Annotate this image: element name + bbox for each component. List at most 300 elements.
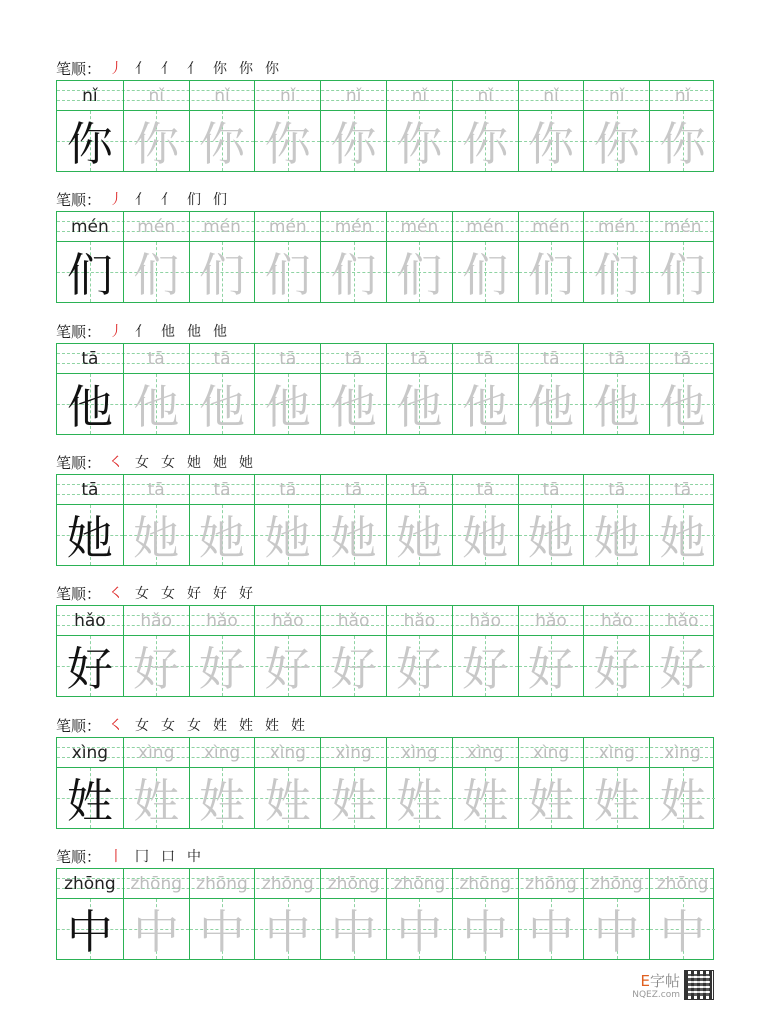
pinyin-text: mén bbox=[334, 217, 373, 237]
character-box bbox=[387, 374, 452, 434]
practice-cell[interactable] bbox=[386, 738, 452, 828]
practice-cell[interactable] bbox=[57, 869, 123, 959]
character-box bbox=[453, 242, 518, 302]
pinyin-text: tā bbox=[476, 349, 494, 369]
trace-character: 她 bbox=[330, 511, 377, 565]
practice-cell[interactable] bbox=[320, 81, 386, 171]
trace-character: 她 bbox=[659, 511, 706, 565]
trace-character: 姓 bbox=[330, 774, 377, 828]
stroke-step: ㇛ bbox=[109, 718, 124, 734]
pinyin-text: mén bbox=[203, 217, 241, 237]
stroke-step: 中 bbox=[187, 849, 202, 865]
character-box bbox=[519, 111, 584, 171]
stroke-step: 他 bbox=[187, 324, 202, 340]
character-box bbox=[387, 768, 452, 828]
practice-cell[interactable] bbox=[123, 738, 189, 828]
writing-grid bbox=[56, 737, 714, 829]
practice-cell[interactable] bbox=[254, 344, 320, 434]
writing-grid bbox=[56, 474, 714, 566]
brand-logo[interactable] bbox=[632, 974, 680, 1000]
trace-character: 他 bbox=[593, 380, 640, 434]
practice-cell[interactable] bbox=[386, 81, 452, 171]
character-box bbox=[453, 636, 518, 696]
practice-cell[interactable] bbox=[518, 81, 584, 171]
stroke-step: 冂 bbox=[135, 849, 150, 865]
writing-grid bbox=[56, 343, 714, 435]
stroke-order-line bbox=[56, 845, 207, 867]
pinyin-text: nǐ bbox=[345, 86, 362, 106]
model-character: 姓 bbox=[66, 774, 113, 828]
trace-character: 她 bbox=[198, 511, 245, 565]
practice-cell[interactable] bbox=[386, 869, 452, 959]
model-character: 们 bbox=[66, 248, 113, 302]
character-box bbox=[190, 111, 255, 171]
character-box bbox=[584, 899, 649, 959]
pinyin-text: zhōng bbox=[196, 874, 248, 894]
trace-character: 他 bbox=[133, 380, 180, 434]
pinyin-text: tā bbox=[213, 480, 231, 500]
character-box bbox=[584, 111, 649, 171]
pinyin-text: hǎo bbox=[469, 611, 501, 631]
practice-cell[interactable] bbox=[320, 606, 386, 696]
character-box bbox=[190, 636, 255, 696]
pinyin-text: zhōng bbox=[459, 874, 512, 894]
stroke-step: 她 bbox=[213, 455, 228, 471]
trace-character: 好 bbox=[396, 642, 443, 696]
pinyin-text: hǎo bbox=[535, 611, 567, 631]
character-box bbox=[321, 111, 386, 171]
practice-cell[interactable] bbox=[57, 212, 123, 302]
pinyin-text: zhōng bbox=[525, 874, 577, 894]
character-box bbox=[321, 636, 386, 696]
practice-cell[interactable] bbox=[386, 475, 452, 565]
writing-grid bbox=[56, 605, 714, 697]
trace-character: 你 bbox=[527, 117, 574, 171]
practice-cell[interactable] bbox=[320, 869, 386, 959]
stroke-step: 姓 bbox=[265, 718, 280, 734]
trace-character: 她 bbox=[462, 511, 509, 565]
practice-cell[interactable] bbox=[649, 606, 715, 696]
practice-cell[interactable] bbox=[254, 212, 320, 302]
stroke-step: 亻 bbox=[187, 61, 202, 77]
stroke-step: 亻 bbox=[135, 61, 150, 77]
pinyin-text: nǐ bbox=[82, 86, 98, 106]
practice-cell[interactable] bbox=[649, 869, 715, 959]
trace-character: 中 bbox=[659, 905, 706, 959]
character-box bbox=[321, 768, 386, 828]
pinyin-text: zhōng bbox=[130, 874, 183, 894]
stroke-step: 亻 bbox=[161, 192, 176, 208]
practice-cell[interactable] bbox=[583, 81, 649, 171]
practice-cell[interactable] bbox=[189, 738, 255, 828]
trace-character: 们 bbox=[462, 248, 509, 302]
stroke-step: 亻 bbox=[161, 61, 176, 77]
trace-character: 好 bbox=[198, 642, 245, 696]
character-box bbox=[519, 242, 584, 302]
character-box bbox=[255, 636, 320, 696]
practice-cell[interactable] bbox=[189, 81, 255, 171]
trace-character: 好 bbox=[133, 642, 180, 696]
character-box bbox=[584, 505, 649, 565]
trace-character: 她 bbox=[593, 511, 640, 565]
stroke-order-label: 笔顺： bbox=[56, 322, 102, 341]
character-box bbox=[650, 899, 715, 959]
stroke-order-label: 笔顺： bbox=[56, 716, 102, 735]
stroke-step: ㇛ bbox=[109, 586, 124, 602]
pinyin-text: tā bbox=[674, 349, 692, 369]
trace-character: 你 bbox=[462, 117, 509, 171]
trace-character: 中 bbox=[527, 905, 574, 959]
character-box bbox=[57, 374, 123, 434]
pinyin-text: nǐ bbox=[280, 86, 296, 106]
pinyin-text: tā bbox=[608, 349, 626, 369]
trace-character: 他 bbox=[198, 380, 245, 434]
practice-cell[interactable] bbox=[123, 606, 189, 696]
practice-cell[interactable] bbox=[452, 212, 518, 302]
stroke-steps bbox=[103, 58, 285, 78]
stroke-step: 亻 bbox=[135, 324, 150, 340]
practice-cell[interactable] bbox=[57, 475, 123, 565]
character-box bbox=[255, 899, 320, 959]
stroke-step: 丿 bbox=[109, 61, 124, 77]
pinyin-text: tā bbox=[147, 480, 165, 500]
pinyin-text: mén bbox=[400, 217, 439, 237]
stroke-order-line bbox=[56, 188, 233, 210]
stroke-step: 丿 bbox=[109, 324, 124, 340]
trace-character: 他 bbox=[330, 380, 377, 434]
practice-cell[interactable] bbox=[320, 344, 386, 434]
stroke-step: 丨 bbox=[109, 849, 124, 865]
stroke-step: 们 bbox=[187, 192, 202, 208]
pinyin-text: nǐ bbox=[214, 86, 230, 106]
pinyin-text: xìng bbox=[598, 743, 635, 763]
pinyin-text: zhōng bbox=[327, 874, 380, 894]
pinyin-text: hǎo bbox=[74, 611, 106, 631]
character-box bbox=[650, 636, 715, 696]
character-box bbox=[124, 505, 189, 565]
practice-cell[interactable] bbox=[452, 869, 518, 959]
writing-grid bbox=[56, 868, 714, 960]
practice-cell[interactable] bbox=[189, 606, 255, 696]
pinyin-text: tā bbox=[279, 349, 297, 369]
practice-cell[interactable] bbox=[518, 344, 584, 434]
model-character: 中 bbox=[66, 905, 113, 959]
pinyin-text: mén bbox=[268, 217, 307, 237]
trace-character: 好 bbox=[462, 642, 509, 696]
practice-cell[interactable] bbox=[57, 606, 123, 696]
character-box bbox=[387, 505, 452, 565]
stroke-steps bbox=[103, 189, 233, 209]
practice-cell[interactable] bbox=[452, 81, 518, 171]
character-box bbox=[453, 768, 518, 828]
pinyin-text: zhōng bbox=[261, 874, 314, 894]
trace-character: 他 bbox=[462, 380, 509, 434]
practice-cell[interactable] bbox=[123, 81, 189, 171]
stroke-steps bbox=[103, 715, 311, 735]
stroke-step: ㇛ bbox=[109, 455, 124, 471]
trace-character: 们 bbox=[396, 248, 443, 302]
stroke-step: 亻 bbox=[135, 192, 150, 208]
character-box bbox=[519, 636, 584, 696]
practice-cell[interactable] bbox=[189, 475, 255, 565]
trace-character: 们 bbox=[593, 248, 640, 302]
practice-cell[interactable] bbox=[189, 212, 255, 302]
brand-name: 字帖 bbox=[649, 972, 680, 990]
practice-cell[interactable] bbox=[386, 606, 452, 696]
pinyin-text: tā bbox=[345, 349, 363, 369]
pinyin-text: xìng bbox=[335, 743, 372, 763]
practice-cell[interactable] bbox=[452, 344, 518, 434]
practice-cell[interactable] bbox=[452, 475, 518, 565]
trace-character: 你 bbox=[198, 117, 245, 171]
trace-character: 姓 bbox=[133, 774, 180, 828]
practice-cell[interactable] bbox=[583, 344, 649, 434]
trace-character: 她 bbox=[264, 511, 311, 565]
practice-cell[interactable] bbox=[254, 869, 320, 959]
stroke-step: 女 bbox=[135, 586, 150, 602]
trace-character: 们 bbox=[527, 248, 574, 302]
pinyin-text: tā bbox=[410, 480, 428, 500]
character-box bbox=[453, 111, 518, 171]
character-box bbox=[124, 636, 189, 696]
trace-character: 们 bbox=[659, 248, 706, 302]
practice-cell[interactable] bbox=[123, 869, 189, 959]
trace-character: 她 bbox=[527, 511, 574, 565]
pinyin-text: zhōng bbox=[590, 874, 643, 894]
practice-cell[interactable] bbox=[518, 475, 584, 565]
character-box bbox=[650, 374, 715, 434]
brand-site: NQEZ.com bbox=[632, 990, 680, 1000]
stroke-step: 女 bbox=[161, 586, 176, 602]
stroke-step: 女 bbox=[161, 718, 176, 734]
character-box bbox=[584, 374, 649, 434]
pinyin-text: tā bbox=[81, 480, 99, 500]
practice-cell[interactable] bbox=[518, 738, 584, 828]
trace-character: 中 bbox=[593, 905, 640, 959]
trace-character: 姓 bbox=[462, 774, 509, 828]
trace-character: 他 bbox=[527, 380, 574, 434]
practice-cell[interactable] bbox=[649, 81, 715, 171]
stroke-order-line bbox=[56, 57, 285, 79]
stroke-order-label: 笔顺： bbox=[56, 59, 102, 78]
practice-cell[interactable] bbox=[452, 606, 518, 696]
pinyin-text: mén bbox=[71, 217, 109, 237]
character-box bbox=[387, 899, 452, 959]
stroke-step: 好 bbox=[239, 586, 254, 602]
pinyin-text: xìng bbox=[664, 743, 701, 763]
trace-character: 姓 bbox=[264, 774, 311, 828]
pinyin-text: mén bbox=[532, 217, 570, 237]
character-box bbox=[650, 111, 715, 171]
pinyin-text: tā bbox=[674, 480, 692, 500]
pinyin-text: xìng bbox=[203, 743, 241, 763]
practice-cell[interactable] bbox=[320, 738, 386, 828]
practice-cell[interactable] bbox=[583, 738, 649, 828]
practice-cell[interactable] bbox=[123, 212, 189, 302]
character-box bbox=[57, 111, 123, 171]
character-box bbox=[453, 899, 518, 959]
character-box bbox=[255, 242, 320, 302]
pinyin-text: tā bbox=[476, 480, 494, 500]
pinyin-text: nǐ bbox=[609, 86, 625, 106]
pinyin-text: hǎo bbox=[600, 611, 633, 631]
stroke-step: 你 bbox=[239, 61, 254, 77]
trace-character: 你 bbox=[264, 117, 311, 171]
stroke-step: 丿 bbox=[109, 192, 124, 208]
stroke-step: 口 bbox=[161, 849, 176, 865]
practice-cell[interactable] bbox=[320, 212, 386, 302]
model-character: 好 bbox=[66, 642, 113, 696]
stroke-steps bbox=[103, 452, 259, 472]
stroke-step: 她 bbox=[239, 455, 254, 471]
character-box bbox=[321, 899, 386, 959]
trace-character: 中 bbox=[264, 905, 311, 959]
practice-cell[interactable] bbox=[254, 606, 320, 696]
practice-cell[interactable] bbox=[254, 81, 320, 171]
practice-cell[interactable] bbox=[583, 475, 649, 565]
practice-cell[interactable] bbox=[518, 212, 584, 302]
qr-code-icon[interactable] bbox=[684, 970, 714, 1000]
practice-cell[interactable] bbox=[320, 475, 386, 565]
character-box bbox=[519, 768, 584, 828]
pinyin-text: hǎo bbox=[271, 611, 304, 631]
pinyin-text: tā bbox=[147, 349, 165, 369]
trace-character: 你 bbox=[133, 117, 180, 171]
pinyin-text: tā bbox=[213, 349, 231, 369]
character-box bbox=[519, 505, 584, 565]
trace-character: 姓 bbox=[659, 774, 706, 828]
trace-character: 好 bbox=[330, 642, 377, 696]
character-box bbox=[57, 242, 123, 302]
character-box bbox=[124, 242, 189, 302]
character-box bbox=[190, 899, 255, 959]
practice-cell[interactable] bbox=[254, 738, 320, 828]
character-box bbox=[519, 899, 584, 959]
practice-cell[interactable] bbox=[254, 475, 320, 565]
practice-cell[interactable] bbox=[57, 81, 123, 171]
character-box bbox=[124, 374, 189, 434]
stroke-order-label: 笔顺： bbox=[56, 584, 102, 603]
stroke-step: 女 bbox=[187, 718, 202, 734]
footer bbox=[632, 970, 714, 1000]
practice-cell[interactable] bbox=[649, 475, 715, 565]
practice-cell[interactable] bbox=[123, 344, 189, 434]
practice-cell[interactable] bbox=[518, 606, 584, 696]
stroke-step: 他 bbox=[213, 324, 228, 340]
character-box bbox=[321, 242, 386, 302]
stroke-step: 你 bbox=[265, 61, 280, 77]
practice-cell[interactable] bbox=[649, 344, 715, 434]
character-box bbox=[584, 636, 649, 696]
practice-cell[interactable] bbox=[189, 344, 255, 434]
pinyin-text: xìng bbox=[532, 743, 570, 763]
model-character: 你 bbox=[66, 117, 113, 171]
trace-character: 姓 bbox=[527, 774, 574, 828]
pinyin-text: xìng bbox=[467, 743, 504, 763]
pinyin-text: tā bbox=[542, 349, 560, 369]
character-box bbox=[124, 768, 189, 828]
trace-character: 姓 bbox=[198, 774, 245, 828]
pinyin-text: hǎo bbox=[666, 611, 699, 631]
practice-cell[interactable] bbox=[583, 212, 649, 302]
trace-character: 们 bbox=[264, 248, 311, 302]
stroke-steps bbox=[103, 321, 233, 341]
stroke-order-label: 笔顺： bbox=[56, 190, 102, 209]
pinyin-text: hǎo bbox=[206, 611, 238, 631]
trace-character: 你 bbox=[659, 117, 706, 171]
trace-character: 中 bbox=[396, 905, 443, 959]
pinyin-text: mén bbox=[663, 217, 702, 237]
character-box bbox=[190, 505, 255, 565]
practice-cell[interactable] bbox=[123, 475, 189, 565]
character-box bbox=[387, 636, 452, 696]
character-box bbox=[190, 768, 255, 828]
practice-cell[interactable] bbox=[386, 344, 452, 434]
pinyin-text: tā bbox=[279, 480, 297, 500]
pinyin-text: mén bbox=[466, 217, 505, 237]
practice-cell[interactable] bbox=[452, 738, 518, 828]
trace-character: 姓 bbox=[396, 774, 443, 828]
stroke-order-line bbox=[56, 582, 259, 604]
trace-character: 们 bbox=[198, 248, 245, 302]
pinyin-text: mén bbox=[137, 217, 176, 237]
character-box bbox=[584, 242, 649, 302]
trace-character: 中 bbox=[330, 905, 377, 959]
stroke-order-label: 笔顺： bbox=[56, 453, 102, 472]
character-box bbox=[650, 505, 715, 565]
pinyin-text: nǐ bbox=[411, 86, 428, 106]
character-box bbox=[453, 374, 518, 434]
brand-letter: E bbox=[640, 972, 650, 990]
trace-character: 中 bbox=[198, 905, 245, 959]
character-box bbox=[321, 505, 386, 565]
practice-cell[interactable] bbox=[583, 869, 649, 959]
practice-cell[interactable] bbox=[57, 344, 123, 434]
stroke-step: 她 bbox=[187, 455, 202, 471]
pinyin-text: xìng bbox=[401, 743, 438, 763]
trace-character: 他 bbox=[659, 380, 706, 434]
character-box bbox=[255, 505, 320, 565]
practice-cell[interactable] bbox=[583, 606, 649, 696]
trace-character: 她 bbox=[133, 511, 180, 565]
stroke-order-line bbox=[56, 714, 311, 736]
character-box bbox=[650, 768, 715, 828]
pinyin-text: tā bbox=[345, 480, 363, 500]
trace-character: 她 bbox=[396, 511, 443, 565]
writing-grid bbox=[56, 211, 714, 303]
pinyin-text: zhōng bbox=[393, 874, 446, 894]
practice-cell[interactable] bbox=[57, 738, 123, 828]
trace-character: 好 bbox=[659, 642, 706, 696]
practice-cell[interactable] bbox=[386, 212, 452, 302]
trace-character: 好 bbox=[593, 642, 640, 696]
practice-cell[interactable] bbox=[518, 869, 584, 959]
practice-cell[interactable] bbox=[189, 869, 255, 959]
practice-cell[interactable] bbox=[649, 212, 715, 302]
pinyin-text: hǎo bbox=[403, 611, 436, 631]
stroke-steps bbox=[103, 846, 207, 866]
practice-cell[interactable] bbox=[649, 738, 715, 828]
pinyin-text: zhōng bbox=[64, 874, 116, 894]
pinyin-text: tā bbox=[608, 480, 626, 500]
stroke-order-line bbox=[56, 320, 233, 342]
character-box bbox=[190, 242, 255, 302]
pinyin-text: hǎo bbox=[337, 611, 370, 631]
pinyin-text: tā bbox=[542, 480, 560, 500]
trace-character: 好 bbox=[264, 642, 311, 696]
stroke-step: 他 bbox=[161, 324, 176, 340]
trace-character: 们 bbox=[133, 248, 180, 302]
